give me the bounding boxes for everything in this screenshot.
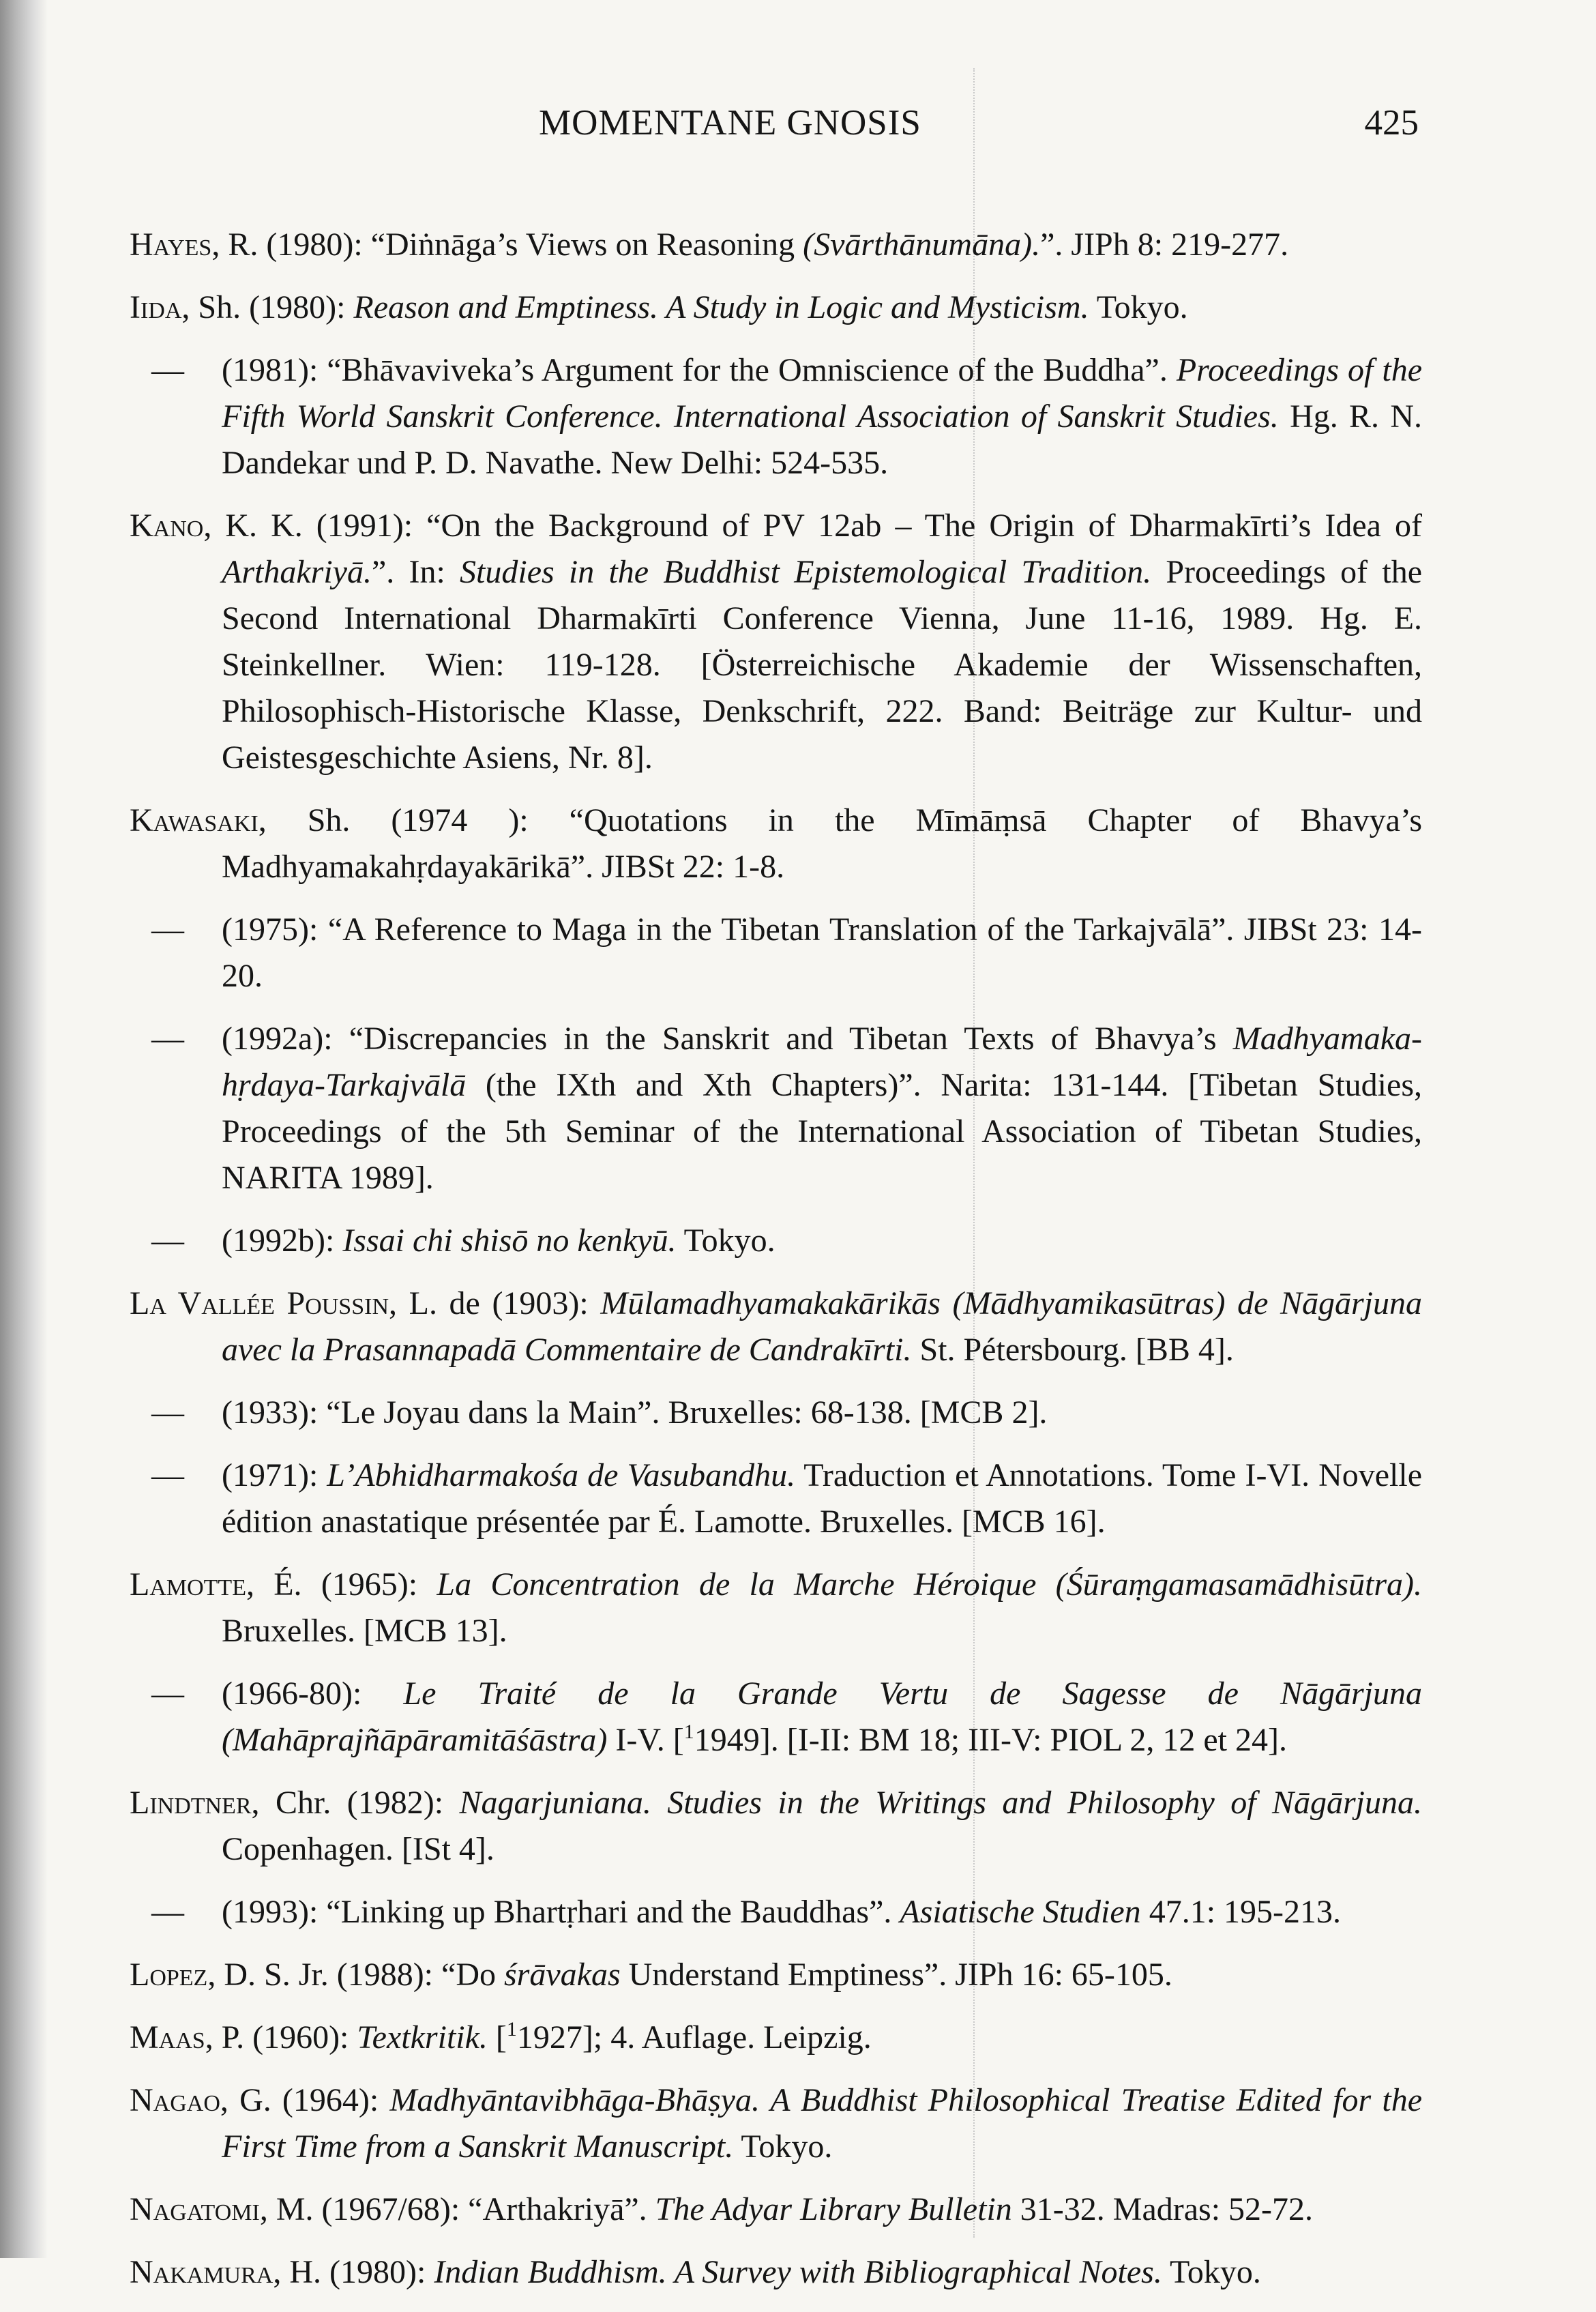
bib-entry-la-vallee-poussin: La Vallée Poussin, L. de (1903): Mūlamadhyamakakārikās (Mādhyamikasūtras) de Nāgārjuna avec la Prasannapadā Commentaire de Candrakīrti. St. Pétersbourg. [BB 4]. (130, 1285, 1423, 1368)
bib-entry-nakamura: Nakamura, H. (1980): Indian Buddhism. A Survey with Bibliographical Notes. Tokyo. (130, 2254, 1261, 2290)
author-name: Hayes (130, 226, 212, 263)
bibliography-list (130, 222, 1422, 2312)
bib-subentry-kawasaki-1992b: — (1992b): Issai chi shisō no kenkyū. Tokyo. (130, 1218, 1422, 1264)
author-name: Iida (130, 289, 182, 325)
repeat-author-dash: — (151, 911, 184, 948)
bib-subentry-kawasaki-1975: — (1975): “A Reference to Maga in the Tibetan Translation of the Tarkajvālā”. JIBSt 23: 14-20. (130, 907, 1422, 999)
author-name: Maas (130, 2019, 205, 2055)
author-name: La Vallée Poussin (130, 1285, 389, 1321)
page-header (539, 102, 1419, 157)
repeat-author-dash: — (151, 1223, 184, 1259)
repeat-author-dash: — (151, 1394, 184, 1431)
repeat-author-dash: — (151, 1021, 184, 1057)
author-name: Lamotte (130, 1566, 246, 1603)
bib-subentry-lamotte-1966: — (1966-80): Le Traité de la Grande Vertu de Sagesse de Nāgārjuna (Mahāprajñāpāramitāśāstra) I-V. [$^1$1949]. [I-II: BM 18; III-V: PIOL 2, 12 et 24]. (130, 1671, 1422, 1764)
bib-entry-maas: Maas, P. (1960): Textkritik. [$^1$1927]; 4. Auflage. Leipzig. (130, 2018, 872, 2055)
author-name: Kawasaki (130, 802, 258, 838)
bib-subentry-la-vallee-1971: — (1971): L’Abhidharmakośa de Vasubandhu. Traduction et Annotations. Tome I-VI. Novelle édition anastatique présentée par É. Lamotte. Bruxelles. [MCB 16]. (130, 1452, 1422, 1545)
repeat-author-dash: — (151, 1457, 184, 1493)
author-name: Lindtner (130, 1785, 252, 1821)
bib-entry-iida: Iida, Sh. (1980): Reason and Emptiness. A Study in Logic and Mysticism. Tokyo. (130, 289, 1188, 325)
author-name: Nagao (130, 2082, 220, 2118)
author-name: Nakamura (130, 2254, 274, 2290)
bib-subentry-lindtner-1993: — (1993): “Linking up Bhartṛhari and the Bauddhas”. Asiatische Studien 47.1: 195-213. (130, 1889, 1422, 1935)
scan-gutter-shadow (0, 0, 48, 2258)
bib-subentry-kawasaki-1992a: — (1992a): “Discrepancies in the Sanskrit and Tibetan Texts of Bhavya’s Madhyamaka-hṛdaya-Tarkajvālā (the IXth and Xth Chapters)”. Narita: 131-144. [Tibetan Studies, Proceedings of the 5th Seminar of the International Association of Tibetan Studies, NARITA 1989]. (130, 1016, 1422, 1201)
author-name: Nagatomi (130, 2191, 260, 2227)
bib-entry-hayes: Hayes, R. (1980): “Diṅnāga’s Views on Reasoning (Svārthānumāna).”. JIPh 8: 219-277. (130, 226, 1289, 263)
bib-entry-kano: Kano, K. K. (1991): “On the Background of PV 12ab – The Origin of Dharmakīrti’s Idea of Arthakriyā.”. In: Studies in the Buddhist Epistemological Tradition. Proceedings of the Second International Dharmakīrti Conference Vienna, June 11-16, 1989. Hg. E. Steinkellner. Wien: 119-128. [Österreichische Akademie der Wissenschaften, Philosophisch-Historische Klasse, Denkschrift, 222. Band: Beiträge zur Kultur- und Geistesgeschichte Asiens, Nr. 8]. (130, 508, 1422, 776)
bib-subentry-iida-1981: — (1981): “Bhāvaviveka’s Argument for the Omniscience of the Buddha”. Proceedings of the Fifth World Sanskrit Conference. International Association of Sanskrit Studies. Hg. R. N. Dandekar und P. D. Navathe. New Delhi: 524-535. (130, 347, 1422, 486)
repeat-author-dash: — (151, 1676, 184, 1712)
bib-entry-kawasaki: Kawasaki, Sh. (1974 ): “Quotations in the Mīmāṃsā Chapter of Bhavya’s Madhyamakahṛdayakārikā”. JIBSt 22: 1-8. (130, 802, 1422, 885)
bib-entry-lindtner: Lindtner, Chr. (1982): Nagarjuniana. Studies in the Writings and Philosophy of Nāgārjuna. Copenhagen. [ISt 4]. (130, 1785, 1423, 1867)
author-name: Lopez (130, 1957, 208, 1993)
bib-entry-nagatomi: Nagatomi, M. (1967/68): “Arthakriyā”. The Adyar Library Bulletin 31-32. Madras: 52-72. (130, 2191, 1314, 2227)
bib-entry-nagao: Nagao, G. (1964): Madhyāntavibhāga-Bhāṣya. A Buddhist Philosophical Treatise Edited for the First Time from a Sanskrit Manuscript. Tokyo. (130, 2082, 1422, 2165)
running-title: MOMENTANE GNOSIS (539, 103, 921, 143)
repeat-author-dash: — (151, 352, 184, 388)
repeat-author-dash: — (151, 1894, 184, 1930)
bib-entry-lamotte: Lamotte, É. (1965): La Concentration de la Marche Héroique (Śūraṃgamasamādhisūtra). Bruxelles. [MCB 13]. (130, 1566, 1423, 1649)
page-number: 425 (1364, 103, 1419, 143)
author-name: Kano (130, 508, 204, 544)
bib-entry-lopez: Lopez, D. S. Jr. (1988): “Do śrāvakas Understand Emptiness”. JIPh 16: 65-105. (130, 1957, 1172, 1993)
bib-subentry-la-vallee-1933: — (1933): “Le Joyau dans la Main”. Bruxelles: 68-138. [MCB 2]. (130, 1390, 1422, 1436)
